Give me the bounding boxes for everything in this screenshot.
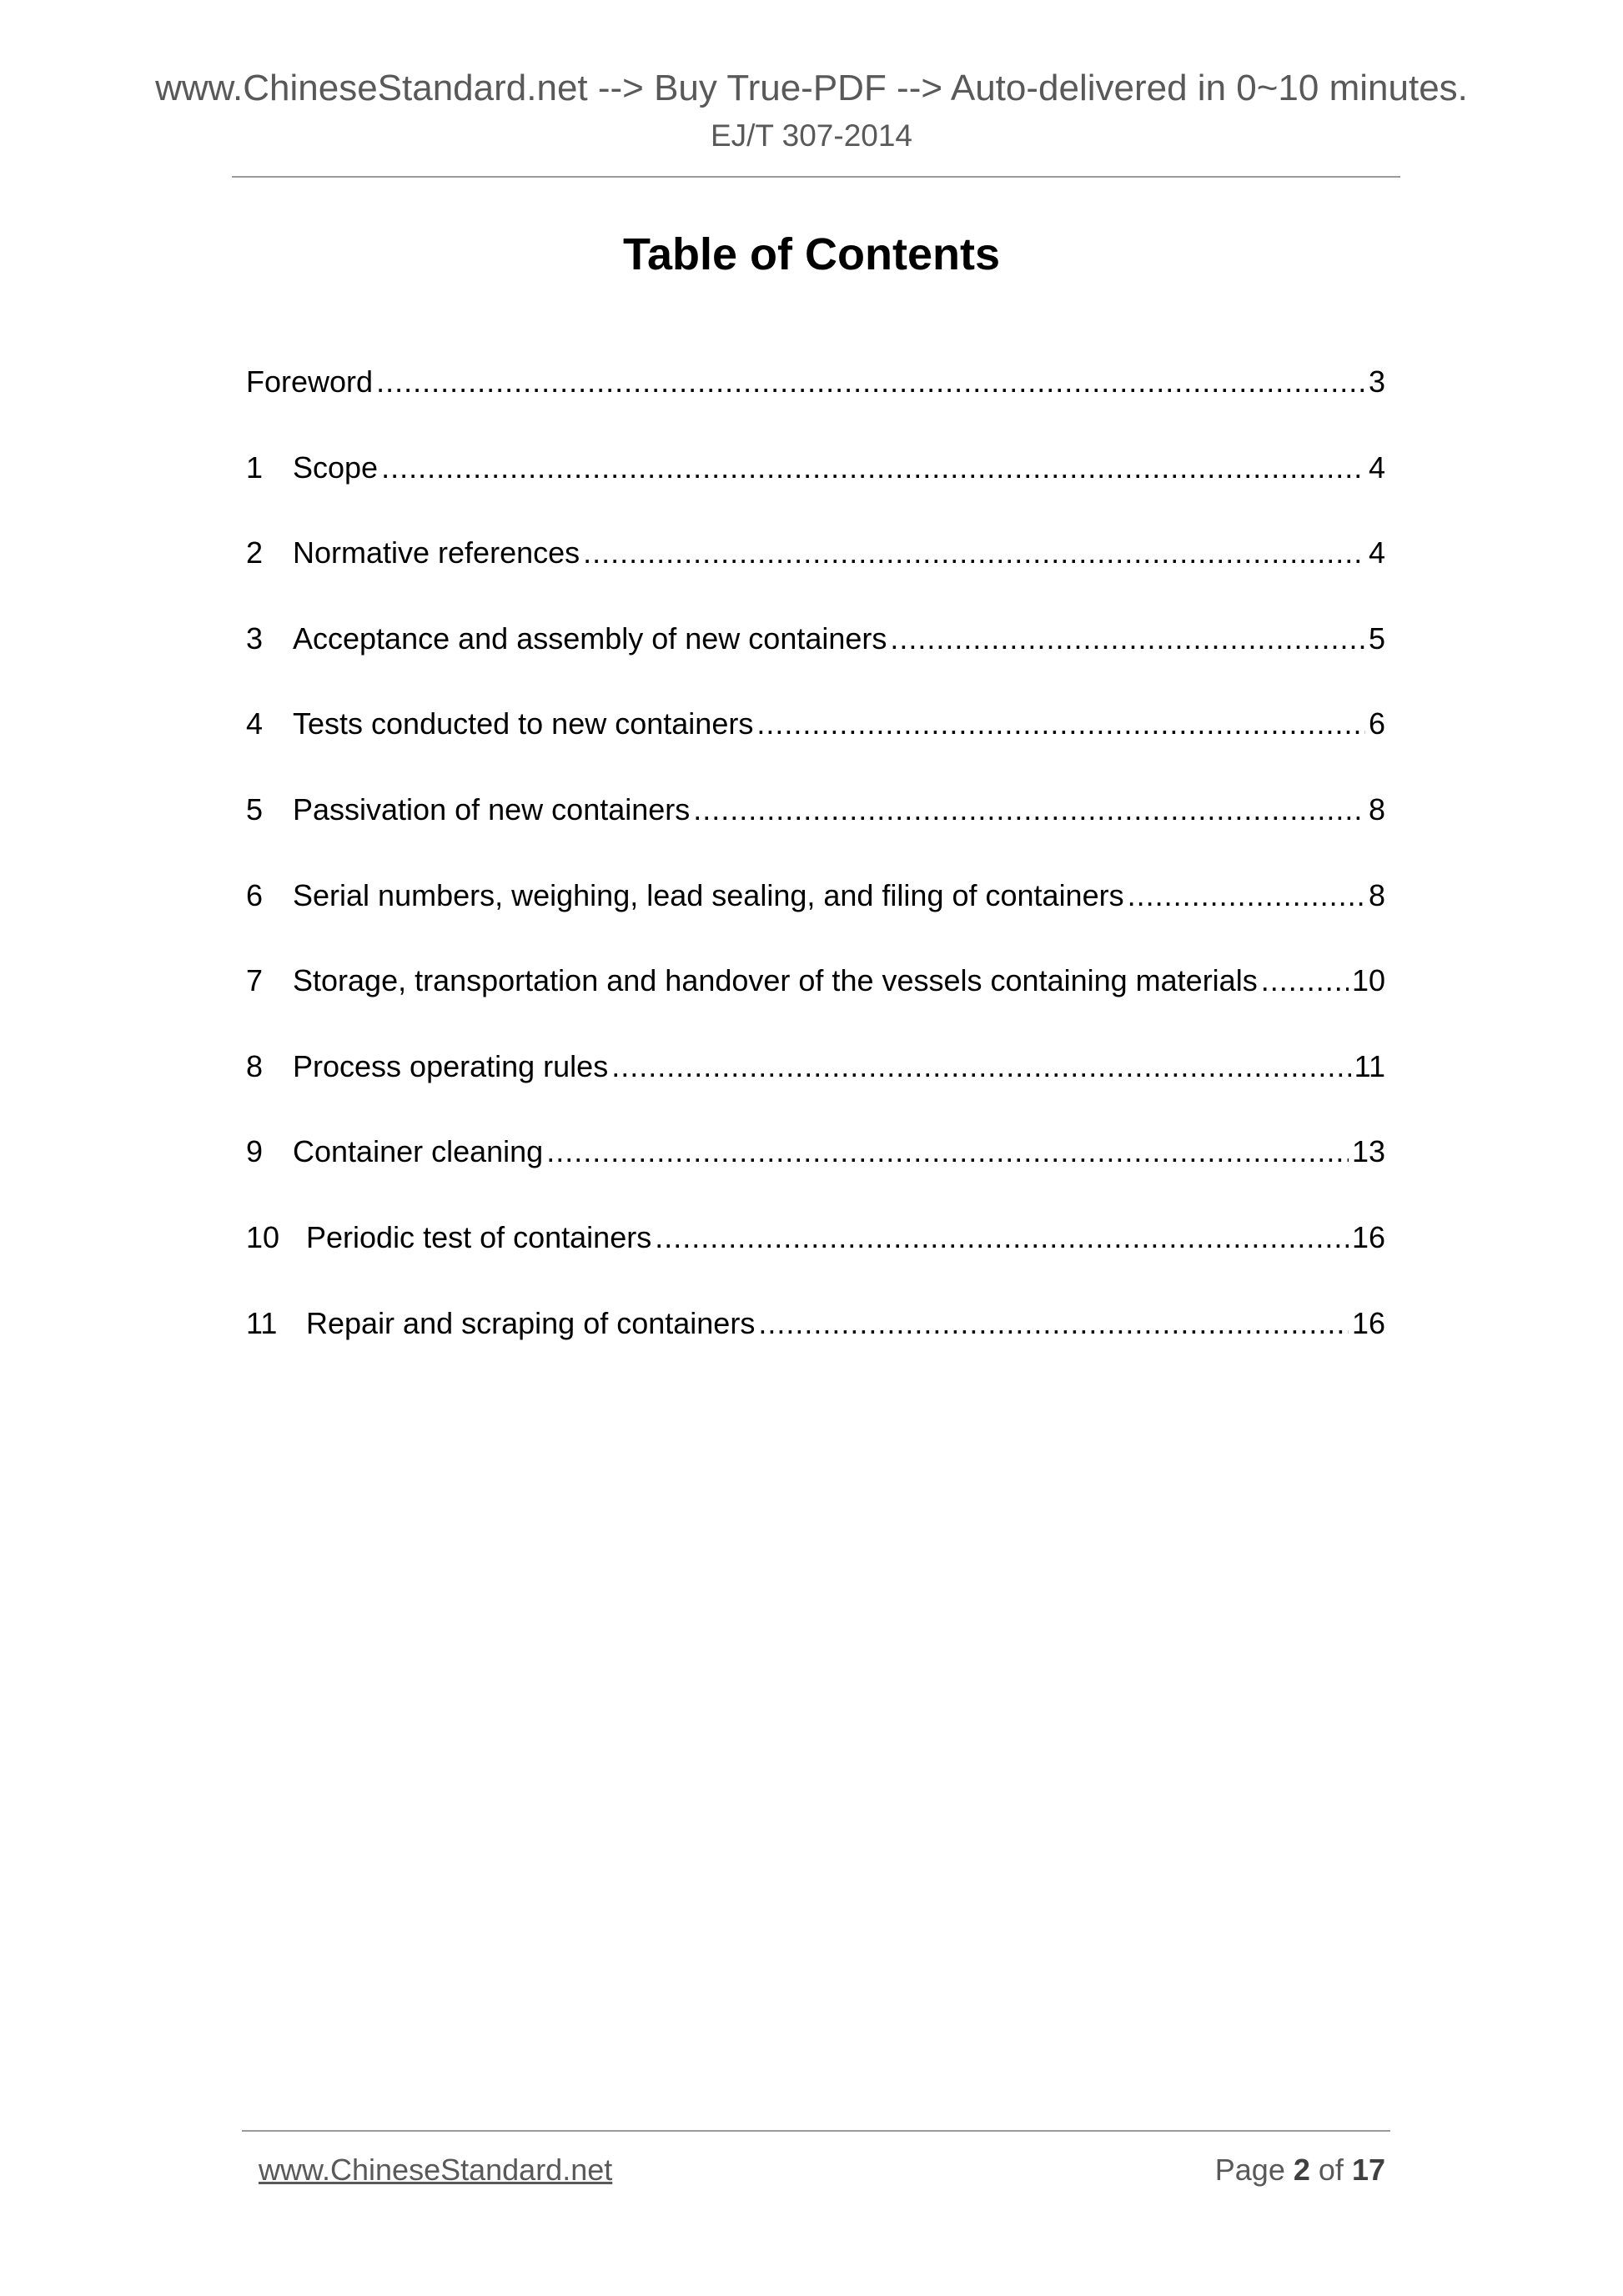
toc-entry-title: Acceptance and assembly of new containers — [293, 620, 887, 656]
toc-entry-number: 4 — [246, 706, 264, 741]
toc-entry-acceptance[interactable] — [246, 615, 1385, 701]
toc-dot-leader — [376, 359, 1365, 405]
toc-dot-leader — [655, 1214, 1349, 1261]
toc-list — [246, 359, 1385, 1385]
toc-entry-title: Process operating rules — [293, 1048, 609, 1083]
header-divider — [232, 176, 1400, 178]
toc-dot-leader — [756, 701, 1365, 747]
total-pages: 17 — [1351, 2153, 1385, 2187]
toc-dot-leader — [693, 786, 1365, 833]
toc-entry-title: Scope — [293, 450, 379, 485]
toc-entry-foreword[interactable] — [246, 359, 1385, 445]
toc-entry-title: Normative references — [293, 535, 580, 570]
toc-entry-page: 8 — [1368, 791, 1385, 826]
toc-entry-number: 10 — [246, 1219, 280, 1254]
toc-entry-number: 9 — [246, 1134, 264, 1169]
toc-entry-number: 5 — [246, 791, 264, 826]
page-indicator — [1215, 2150, 1385, 2190]
toc-entry-title: Periodic test of containers — [306, 1219, 652, 1254]
footer-site-link[interactable]: www.ChineseStandard.net — [259, 2153, 613, 2187]
toc-dot-leader — [890, 615, 1365, 662]
toc-dot-leader — [381, 445, 1365, 491]
standard-code: EJ/T 307-2014 — [710, 118, 913, 153]
toc-entry-page: 4 — [1368, 450, 1385, 485]
toc-entry-title: Passivation of new containers — [293, 791, 691, 826]
toc-dot-leader — [611, 1043, 1350, 1090]
toc-entry-page: 16 — [1351, 1219, 1385, 1254]
toc-entry-tests[interactable] — [246, 701, 1385, 786]
footer-divider — [242, 2130, 1390, 2132]
toc-entry-page: 10 — [1351, 963, 1385, 998]
toc-entry-serial-numbers[interactable] — [246, 872, 1385, 958]
toc-entry-page: 11 — [1354, 1048, 1385, 1083]
header-banner: www.ChineseStandard.net --> Buy True-PDF --> Auto-delivered in 0~10 minutes. — [155, 68, 1468, 108]
toc-entry-page: 6 — [1368, 706, 1385, 741]
toc-entry-number: 2 — [246, 535, 264, 570]
toc-entry-title: Container cleaning — [293, 1134, 544, 1169]
toc-entry-repair[interactable] — [246, 1300, 1385, 1386]
toc-dot-leader — [758, 1300, 1349, 1347]
toc-entry-periodic-test[interactable] — [246, 1214, 1385, 1300]
toc-entry-scope[interactable] — [246, 445, 1385, 530]
toc-entry-number: 3 — [246, 620, 264, 656]
toc-entry-process-rules[interactable] — [246, 1043, 1385, 1129]
toc-entry-page: 5 — [1368, 620, 1385, 656]
toc-entry-page: 8 — [1368, 877, 1385, 912]
toc-entry-page: 3 — [1368, 364, 1385, 399]
toc-entry-title: Serial numbers, weighing, lead sealing, and filing of containers — [293, 877, 1124, 912]
of-label: of — [1318, 2153, 1344, 2187]
toc-entry-title: Storage, transportation and handover of the vessels containing materials — [293, 963, 1258, 998]
toc-entry-page: 13 — [1351, 1134, 1385, 1169]
toc-entry-cleaning[interactable] — [246, 1128, 1385, 1214]
current-page: 2 — [1293, 2153, 1310, 2187]
toc-entry-passivation[interactable] — [246, 786, 1385, 872]
toc-entry-title: Tests conducted to new containers — [293, 706, 754, 741]
toc-dot-leader — [1261, 957, 1349, 1004]
toc-entry-title: Repair and scraping of containers — [306, 1305, 756, 1340]
toc-dot-leader — [546, 1128, 1349, 1175]
toc-entry-number: 8 — [246, 1048, 264, 1083]
toc-entry-page: 16 — [1351, 1305, 1385, 1340]
toc-entry-storage[interactable] — [246, 957, 1385, 1043]
toc-entry-normative-references[interactable] — [246, 530, 1385, 615]
toc-dot-leader — [1128, 872, 1365, 919]
toc-entry-title: Foreword — [246, 364, 374, 399]
toc-entry-number: 7 — [246, 963, 264, 998]
toc-entry-page: 4 — [1368, 535, 1385, 570]
page-label: Page — [1214, 2153, 1285, 2187]
page-title: Table of Contents — [623, 229, 1000, 279]
toc-dot-leader — [583, 530, 1365, 576]
toc-entry-number: 1 — [246, 450, 264, 485]
toc-entry-number: 11 — [246, 1305, 278, 1340]
toc-entry-number: 6 — [246, 877, 264, 912]
